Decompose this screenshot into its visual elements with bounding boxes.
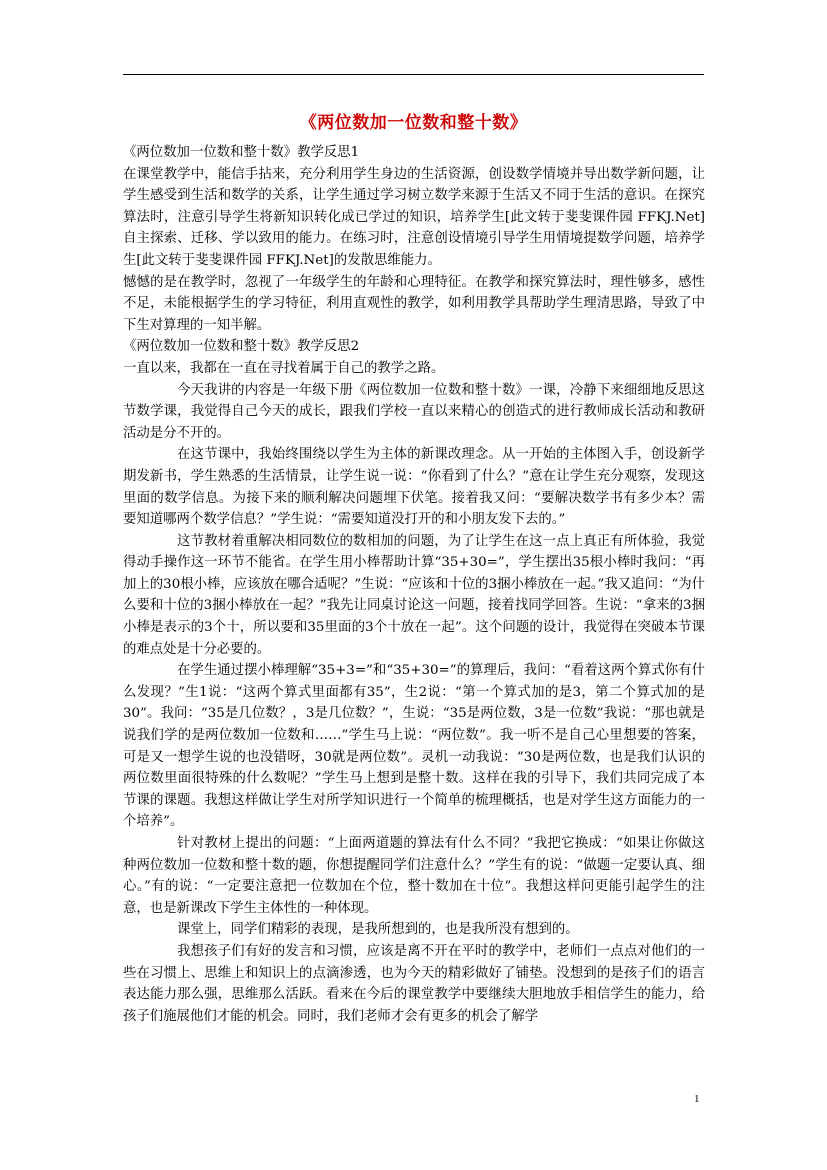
body-paragraph: 今天我讲的内容是一年级下册《两位数加一位数和整十数》一课，冷静下来细细地反思这节数学课，我觉得自己今天的成长，跟我们学校一直以来精心的创造式的进行教师成长活动和教研活动是分不开的。	[123, 382, 705, 441]
document-title: 《两位数加一位数和整十数》	[299, 113, 528, 133]
body-paragraph: 在课堂教学中，能信手拈来，充分利用学生身边的生活资源，创设数学情境并导出数学新问题，让学生感受到生活和数学的关系，让学生通过学习树立数学来源于生活又不同于生活的意识。在探究算法时，注意引导学生将新知识转化成已学过的知识，培养学生[此文转于斐斐课件园 FFKJ.Net]自主探索、迁移、学以致用的能力。在练习时，注意创设情境引导学生用情境提数学问题，培养学生[此文转于斐斐课件园 FFKJ.Net]的发散思维能力。	[123, 166, 705, 268]
body-paragraph: 这节教材着重解决相同数位的数相加的问题，为了让学生在这一点上真正有所体验，我觉得动手操作这一环节不能省。在学生用小棒帮助计算“35+30=”，学生摆出35根小棒时我问：“再加上的30根小棒，应该放在哪合适呢？”生说：“应该和十位的3捆小棒放在一起。”我又追问：“为什么要和十位的3捆小棒放在一起？”我先让同桌讨论这一问题，接着找同学回答。生说：“拿来的3捆小棒是表示的3个十，所以要和35里面的3个十放在一起”。这个问题的设计，我觉得在突破本节课的难点处是十分必要的。	[123, 533, 705, 657]
body-paragraph: 针对教材上提出的问题：“上面两道题的算法有什么不同？”我把它换成：“如果让你做这种两位数加一位数和整十数的题，你想提醒同学们注意什么？”学生有的说：“做题一定要认真、细心。”有的说：“一定要注意把一位数加在个位，整十数加在十位”。我想这样问更能引起学生的注意，也是新课改下学生主体性的一种体现。	[123, 836, 705, 916]
body-paragraph: 课堂上，同学们精彩的表现，是我所想到的，也是我所没有想到的。	[177, 922, 579, 938]
header-rule	[123, 74, 704, 75]
body-paragraph: 《两位数加一位数和整十数》教学反思2	[123, 339, 360, 355]
body-paragraph: 憾憾的是在教学时，忽视了一年级学生的年龄和心理特征。在教学和探究算法时，理性够多，感性不足，未能根据学生的学习特征，利用直观性的教学，如利用教学具帮助学生理清思路，导致了中下生对算理的一知半解。	[123, 274, 705, 333]
body-paragraph: 在学生通过摆小棒理解“35+3=”和“35+30=”的算理后，我问：“看着这两个算式你有什么发现？”生1说：“这两个算式里面都有35”，生2说：“第一个算式加的是3，第二个算式加的是30”。我问：“35是几位数？，3是几位数？”，生说：“35是两位数，3是一位数”我说：“那也就是说我们学的是两位数加一位数和……”学生马上说：“两位数”。我一听不是自己心里想要的答案，可是又一想学生说的也没错呀，30就是两位数”。灵机一动我说：“30是两位数，也是我们认识的两位数里面很特殊的什么数呢？”学生马上想到是整十数。这样在我的引导下，我们共同完成了本节课的课题。我想这样做让学生对所学知识进行一个简单的梳理概括，也是对学生这方面能力的一个培养”。	[123, 663, 705, 830]
body-paragraph: 一直以来，我都在一直在寻找着属于自己的教学之路。	[123, 360, 445, 376]
body-paragraph: 在这节课中，我始终围绕以学生为主体的新课改理念。从一开始的主体图入手，创设新学期发新书，学生熟悉的生活情景，让学生说一说：“你看到了什么？”意在让学生充分观察，发现这里面的数学信息。为接下来的顺利解决问题埋下伏笔。接着我又问：“要解决数学书有多少本？需要知道哪两个数学信息？”学生说：“需要知道没打开的和小朋友发下去的。”	[123, 447, 705, 528]
body-paragraph: 《两位数加一位数和整十数》教学反思1	[123, 145, 360, 160]
page-number: 1	[694, 1093, 700, 1105]
document-body	[123, 142, 705, 1027]
body-paragraph: 我想孩子们有好的发言和习惯，应该是离不开在平时的教学中，老师们一点点对他们的一些在习惯上、思维上和知识上的点滴渗透，也为今天的精彩做好了铺垫。没想到的是孩子们的语言表达能力那么强，思维那么活跃。看来在今后的课堂教学中要继续大胆地放手相信学生的能力，给孩子们施展他们才能的机会。同时，我们老师才会有更多的机会了解学	[123, 943, 705, 1024]
